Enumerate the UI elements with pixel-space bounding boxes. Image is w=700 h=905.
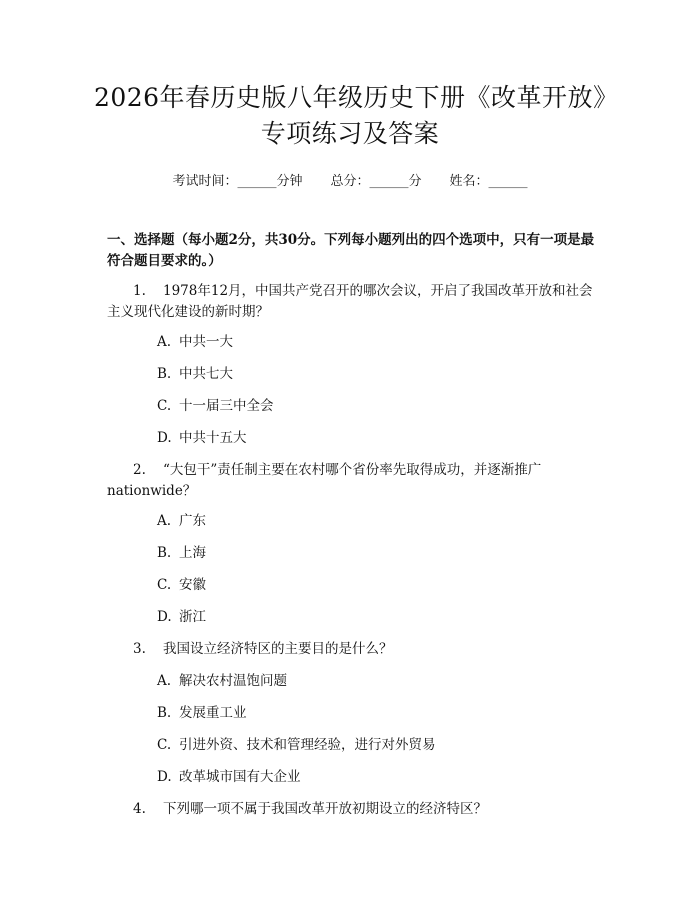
option-letter: A.	[157, 334, 172, 350]
option-text: 发展重工业	[179, 705, 247, 721]
option-letter: D.	[157, 609, 172, 625]
question-number: 4.	[133, 801, 146, 817]
option-text: 解决农村温饱问题	[179, 673, 287, 689]
section-heading-multiple-choice: 一、选择题（每小题2分，共30分。下列每小题列出的四个选项中，只有一项是最符合题目要求的。）	[107, 232, 595, 269]
question-number: 3.	[133, 641, 146, 657]
option-item	[157, 511, 206, 531]
option-letter: A.	[157, 673, 172, 689]
question-text: 下列哪一项不属于我国改革开放初期设立的经济特区？	[163, 801, 487, 817]
question-text: “大包干”责任制主要在农村哪个省份率先取得成功，并逐渐推广nationwide？	[107, 462, 542, 499]
option-letter: C.	[157, 737, 172, 753]
question-text: 1978年12月，中国共产党召开的哪次会议，开启了我国改革开放和社会主义现代化建设的新时期？	[107, 283, 593, 320]
option-letter: B.	[157, 366, 172, 382]
total-score-field: 总分：______分	[330, 174, 422, 189]
option-letter: B.	[157, 705, 172, 721]
option-text: 中共七大	[179, 366, 233, 382]
option-item	[157, 332, 233, 352]
option-text: 改革城市国有大企业	[179, 769, 301, 785]
option-item	[157, 703, 247, 723]
option-letter: C.	[157, 398, 172, 414]
option-text: 广东	[179, 513, 206, 529]
option-text: 安徽	[179, 577, 206, 593]
option-item	[157, 396, 274, 416]
option-item	[157, 364, 233, 384]
option-letter: C.	[157, 577, 172, 593]
question-2	[107, 460, 597, 502]
option-letter: B.	[157, 545, 172, 561]
option-text: 中共一大	[179, 334, 233, 350]
option-item	[157, 543, 206, 563]
option-item	[157, 735, 436, 755]
option-item	[157, 671, 287, 691]
exam-info-line	[0, 170, 700, 189]
option-letter: D.	[157, 430, 172, 446]
question-4	[107, 799, 597, 820]
exam-time-field: 考试时间：______分钟	[172, 174, 303, 189]
option-text: 浙江	[179, 609, 206, 625]
option-letter: A.	[157, 513, 172, 529]
option-item	[157, 607, 206, 627]
option-item	[157, 767, 301, 787]
option-text: 引进外资、技术和管理经验，进行对外贸易	[179, 737, 436, 753]
option-letter: D.	[157, 769, 172, 785]
question-number: 2.	[133, 462, 146, 478]
question-number: 1.	[133, 283, 146, 299]
question-text: 我国设立经济特区的主要目的是什么？	[163, 641, 393, 657]
option-text: 上海	[179, 545, 206, 561]
student-name-field: 姓名：______	[449, 174, 528, 189]
question-3	[107, 639, 597, 660]
option-item	[157, 428, 247, 448]
question-1	[107, 281, 597, 323]
document-title: 2026年春历史版八年级历史下册《改革开放》专项练习及答案	[93, 83, 607, 148]
option-text: 中共十五大	[179, 430, 247, 446]
option-item	[157, 575, 206, 595]
option-text: 十一届三中全会	[179, 398, 274, 414]
